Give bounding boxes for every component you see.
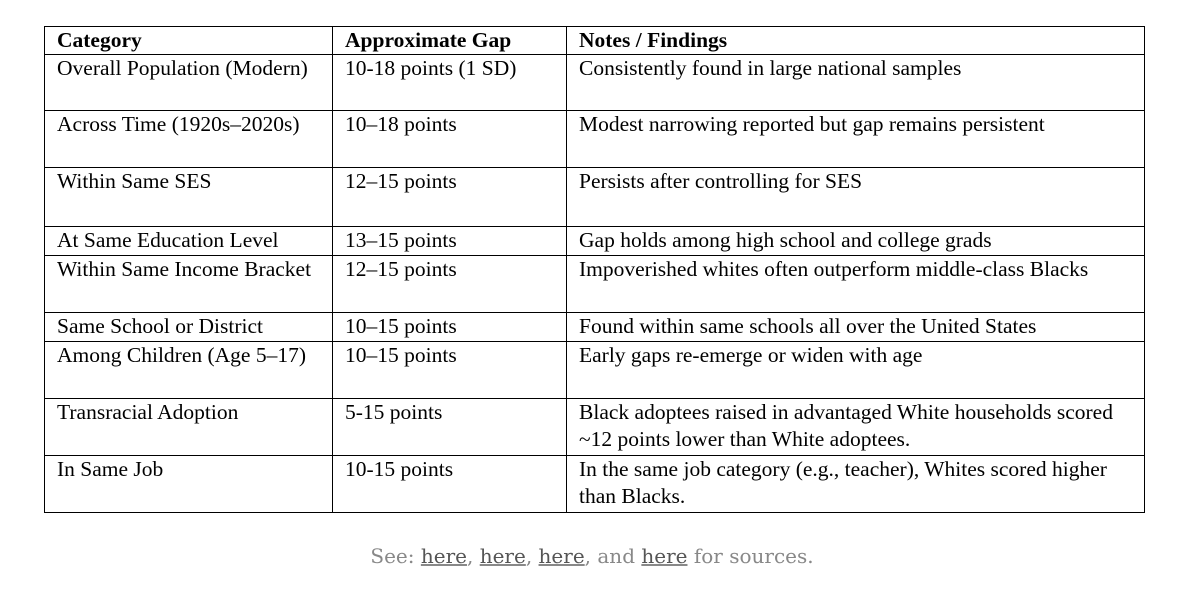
cell-category: Within Same Income Bracket xyxy=(45,256,333,313)
cell-notes: Consistently found in large national samples xyxy=(567,55,1145,111)
cell-gap: 12–15 points xyxy=(333,168,567,227)
cell-category: Within Same SES xyxy=(45,168,333,227)
cell-gap: 5-15 points xyxy=(333,399,567,456)
cell-notes: Early gaps re-emerge or widen with age xyxy=(567,342,1145,399)
cell-category: Across Time (1920s–2020s) xyxy=(45,111,333,168)
cell-notes: Gap holds among high school and college grads xyxy=(567,227,1145,256)
cell-gap: 13–15 points xyxy=(333,227,567,256)
cell-notes: Black adoptees raised in advantaged White households scored ~12 points lower than White adoptees. xyxy=(567,399,1145,456)
cell-gap: 10–15 points xyxy=(333,313,567,342)
source-link-2[interactable]: here xyxy=(479,544,526,568)
cell-gap: 10-15 points xyxy=(333,456,567,513)
source-link-1[interactable]: here xyxy=(420,544,467,568)
cell-gap: 10–15 points xyxy=(333,342,567,399)
cell-notes: Persists after controlling for SES xyxy=(567,168,1145,227)
source-link-4[interactable]: here xyxy=(641,544,688,568)
cell-category: In Same Job xyxy=(45,456,333,513)
source-link-3[interactable]: here xyxy=(538,544,585,568)
table-row xyxy=(45,55,1145,111)
data-table xyxy=(44,26,1145,513)
caption-separator: , xyxy=(466,544,480,568)
caption-suffix: for sources. xyxy=(687,544,814,568)
table-row xyxy=(45,168,1145,227)
sources-caption xyxy=(0,542,1184,570)
table-row xyxy=(45,111,1145,168)
header-approximate-gap: Approximate Gap xyxy=(333,27,567,55)
table-row xyxy=(45,456,1145,513)
caption-separator: , xyxy=(525,544,539,568)
cell-notes: In the same job category (e.g., teacher), Whites scored higher than Blacks. xyxy=(567,456,1145,513)
table-row xyxy=(45,313,1145,342)
cell-notes: Modest narrowing reported but gap remains persistent xyxy=(567,111,1145,168)
table-row xyxy=(45,227,1145,256)
cell-notes: Impoverished whites often outperform middle-class Blacks xyxy=(567,256,1145,313)
cell-notes: Found within same schools all over the United States xyxy=(567,313,1145,342)
cell-gap: 10–18 points xyxy=(333,111,567,168)
table-header-row xyxy=(45,27,1145,55)
table-row xyxy=(45,342,1145,399)
cell-category: Same School or District xyxy=(45,313,333,342)
cell-category: Transracial Adoption xyxy=(45,399,333,456)
table-row xyxy=(45,399,1145,456)
cell-gap: 12–15 points xyxy=(333,256,567,313)
cell-category: Among Children (Age 5–17) xyxy=(45,342,333,399)
cell-gap: 10-18 points (1 SD) xyxy=(333,55,567,111)
caption-prefix: See: xyxy=(370,544,421,568)
cell-category: At Same Education Level xyxy=(45,227,333,256)
cell-category: Overall Population (Modern) xyxy=(45,55,333,111)
table-row xyxy=(45,256,1145,313)
header-category: Category xyxy=(45,27,333,55)
caption-separator: , and xyxy=(584,544,642,568)
header-notes: Notes / Findings xyxy=(567,27,1145,55)
